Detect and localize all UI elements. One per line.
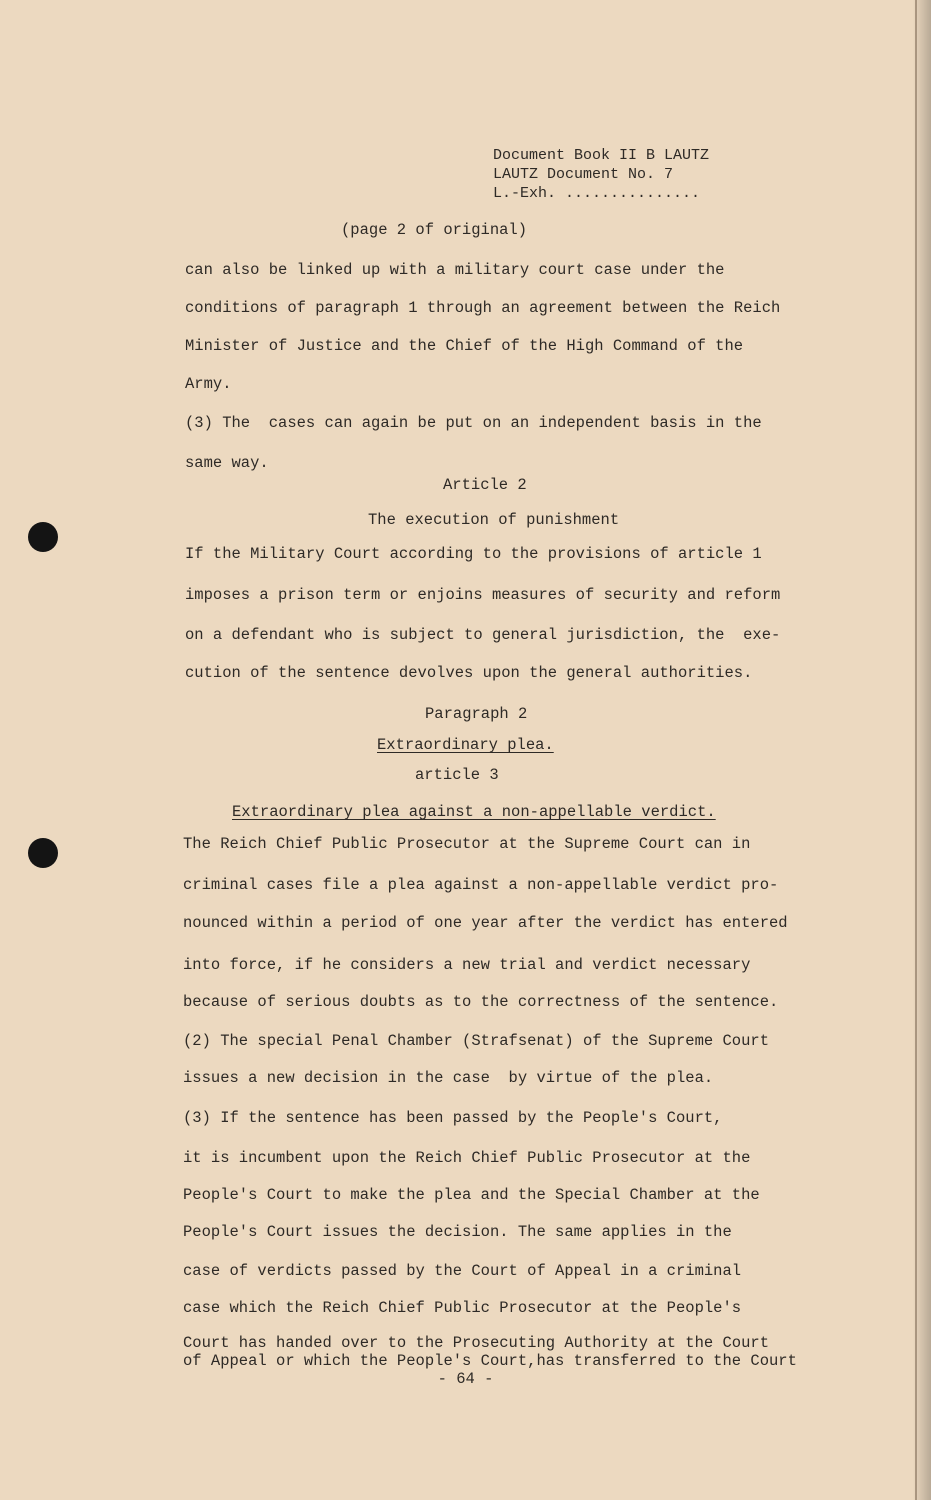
article-3-title: Extraordinary plea against a non-appellable verdict. [232, 803, 716, 821]
page-number: - 64 - [437, 1370, 494, 1388]
body-line: case which the Reich Chief Public Prosecutor at the People's [183, 1299, 742, 1317]
body-line: (2) The special Penal Chamber (Strafsenat) of the Supreme Court [183, 1032, 769, 1050]
body-line: on a defendant who is subject to general jurisdiction, the exe- [185, 626, 781, 644]
article-2-heading: Article 2 [443, 476, 527, 494]
article-3-heading: article 3 [415, 766, 499, 784]
body-line: People's Court issues the decision. The same applies in the [183, 1223, 732, 1241]
document-header [493, 146, 709, 203]
body-line: (3) The cases can again be put on an independent basis in the [185, 414, 762, 432]
header-line-book: Document Book II B LAUTZ [493, 147, 710, 164]
body-line: If the Military Court according to the provisions of article 1 [185, 545, 762, 563]
body-line: issues a new decision in the case by virtue of the plea. [183, 1069, 714, 1087]
extraordinary-plea-title: Extraordinary plea. [377, 736, 554, 754]
body-line: can also be linked up with a military court case under the [185, 261, 725, 279]
body-line: same way. [185, 454, 269, 472]
body-line: because of serious doubts as to the correctness of the sentence. [183, 993, 779, 1011]
paragraph-2-heading: Paragraph 2 [425, 705, 528, 723]
body-line: it is incumbent upon the Reich Chief Public Prosecutor at the [183, 1149, 751, 1167]
body-line: into force, if he considers a new trial and verdict necessary [183, 956, 751, 974]
page-reference: (page 2 of original) [341, 221, 528, 239]
header-line-document: LAUTZ Document No. 7 [493, 166, 674, 183]
body-line: conditions of paragraph 1 through an agreement between the Reich [185, 299, 781, 317]
body-line: People's Court to make the plea and the Special Chamber at the [183, 1186, 760, 1204]
punch-hole-bottom [28, 838, 58, 868]
body-line: Court has handed over to the Prosecuting Authority at the Court [183, 1334, 769, 1352]
body-line: of Appeal or which the People's Court,has transferred to the Court [183, 1352, 797, 1370]
article-2-subheading: The execution of punishment [368, 511, 620, 529]
body-line: criminal cases file a plea against a non-appellable verdict pro- [183, 876, 779, 894]
body-line: nounced within a period of one year after the verdict has entered [183, 914, 788, 932]
header-line-exhibit: L.-Exh. ............... [493, 185, 701, 202]
body-line: (3) If the sentence has been passed by the People's Court, [183, 1109, 723, 1127]
body-line: Army. [185, 375, 232, 393]
body-line: Minister of Justice and the Chief of the High Command of the [185, 337, 744, 355]
page-edge-line [915, 0, 917, 1500]
punch-hole-top [28, 522, 58, 552]
body-line: case of verdicts passed by the Court of Appeal in a criminal [183, 1262, 742, 1280]
body-line: cution of the sentence devolves upon the general authorities. [185, 664, 753, 682]
body-line: imposes a prison term or enjoins measures of security and reform [185, 586, 781, 604]
body-line: The Reich Chief Public Prosecutor at the Supreme Court can in [183, 835, 751, 853]
